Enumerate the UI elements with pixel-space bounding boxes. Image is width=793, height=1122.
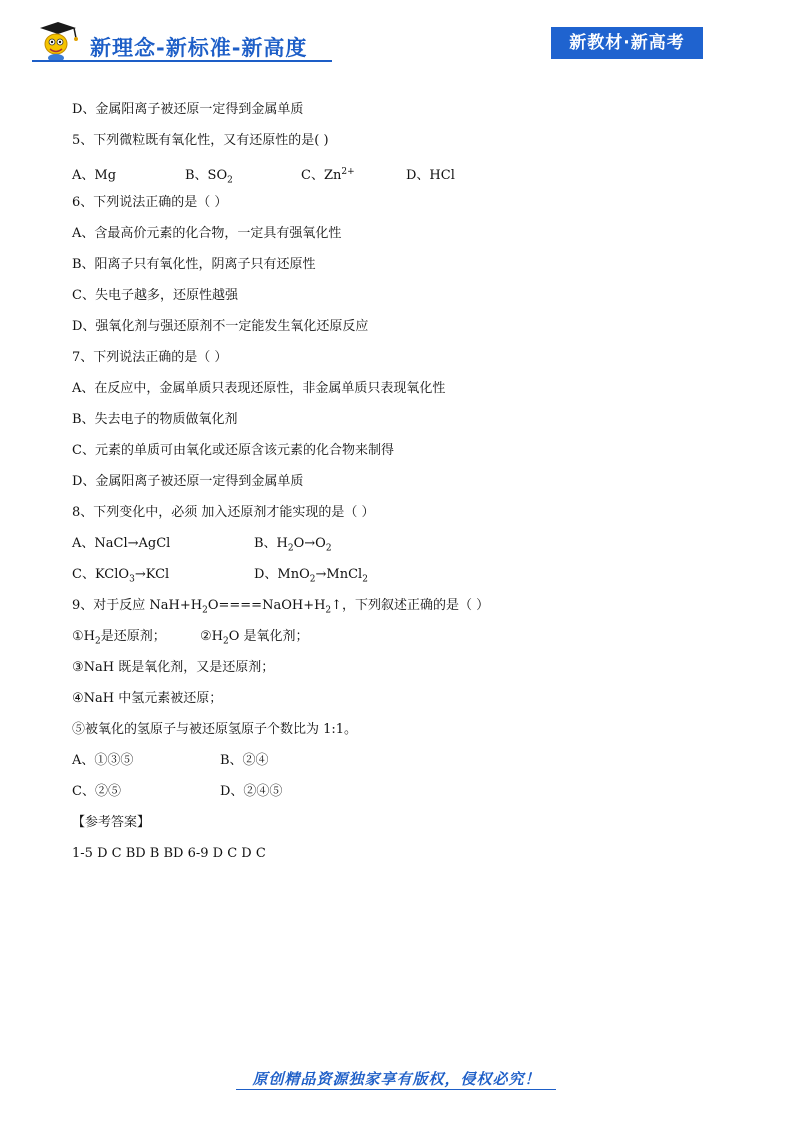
subscript: 2 [309,574,316,585]
option-c [301,159,406,189]
page-header [0,0,793,70]
question-8: 8、下列变化中，必须 加入还原剂才能实现的是（ ） [72,505,375,520]
statement-3: ③NaH 既是氧化剂，又是还原剂； [72,660,275,675]
subscript: 2 [202,605,208,616]
question-8-options-ab [72,531,732,562]
statement-1 [72,624,200,655]
option-line: D、金属阳离子被还原一定得到金属单质 [72,102,304,117]
question-9 [72,593,732,624]
subscript: 2 [95,636,101,647]
option-d: D、HCl [406,168,455,184]
statement-2 [200,624,309,655]
statement-text: ①H [72,629,95,644]
header-underline [32,60,332,62]
question-9-text: O====NaOH+H [207,598,326,613]
option-c: C、元素的单质可由氧化或还原含该元素的化合物来制得 [72,443,394,458]
statement-text: ②H [200,629,223,644]
option-b [254,531,332,562]
option-a: A、Mg [72,168,117,184]
question-5-options [72,159,732,190]
option-b-text: O→O [293,536,326,551]
subscript: 2 [325,543,332,554]
option-c: C、失电子越多，还原性越强 [72,288,238,303]
statement-4: ④NaH 中氢元素被还原； [72,691,223,706]
subscript: 2 [223,636,229,647]
subscript: 2 [362,574,368,585]
option-b-text: B、SO [185,168,228,184]
footer-copyright: 原创精品资源独家享有版权，侵权必究！ [252,1070,541,1088]
footer-underline [236,1089,556,1090]
subscript: 2 [227,175,233,186]
question-9-text: ↑，下列叙述正确的是（ ） [331,598,490,613]
header-slogan: 新理念-新标准-新高度 [90,36,308,60]
option-b: B、②④ [220,753,269,768]
subscript: 2 [325,605,332,616]
question-5: 5、下列微粒既有氧化性，又有还原性的是( ) [72,133,329,148]
subscript: 2 [287,543,294,554]
statement-line [72,624,732,655]
option-c-text: C、Zn [301,168,342,184]
superscript: 2+ [341,167,355,177]
question-7: 7、下列说法正确的是（ ） [72,350,228,365]
mascot-logo-icon [34,20,80,62]
option-c: C、②⑤ [72,784,121,799]
statement-text: O 是氧化剂； [228,629,309,644]
option-c-text: C、KClO [72,567,130,582]
option-a: A、NaCl→AgCl [72,536,171,551]
question-6: 6、下列说法正确的是（ ） [72,195,228,210]
statement-text: 是还原剂； [100,629,166,644]
option-d: D、强氧化剂与强还原剂不一定能发生氧化还原反应 [72,319,369,334]
header-badge: 新教材·新高考 [551,27,703,59]
option-a: A、含最高价元素的化合物，一定具有强氧化性 [72,226,342,241]
option-d: D、金属阳离子被还原一定得到金属单质 [72,474,304,489]
option-c-text: →KCl [134,567,170,582]
option-d-text: →MnCl [315,567,363,582]
option-b: B、失去电子的物质做氧化剂 [72,412,238,427]
option-d [254,562,368,593]
option-c [72,562,254,593]
option-a: A、在反应中，金属单质只表现还原性，非金属单质只表现氧化性 [72,381,446,396]
question-8-options-cd [72,562,732,593]
document-body [72,97,732,872]
option-a: A、①③⑤ [72,753,134,768]
answer-key: 1-5 D C BD B BD 6-9 D C D C [72,846,266,861]
subscript: 3 [129,574,135,585]
answer-heading: 【参考答案】 [72,815,151,830]
question-9-options-ab [72,748,732,779]
option-b-text: B、H [254,536,288,551]
question-9-text: 9、对于反应 NaH+H [72,598,203,613]
option-d-text: D、MnO [254,567,310,582]
option-d: D、②④⑤ [220,784,283,799]
statement-5: ⑤被氧化的氢原子与被还原氢原子个数比为 1:1。 [72,722,358,737]
option-b: B、阳离子只有氧化性，阴离子只有还原性 [72,257,316,272]
question-9-options-cd [72,779,732,810]
